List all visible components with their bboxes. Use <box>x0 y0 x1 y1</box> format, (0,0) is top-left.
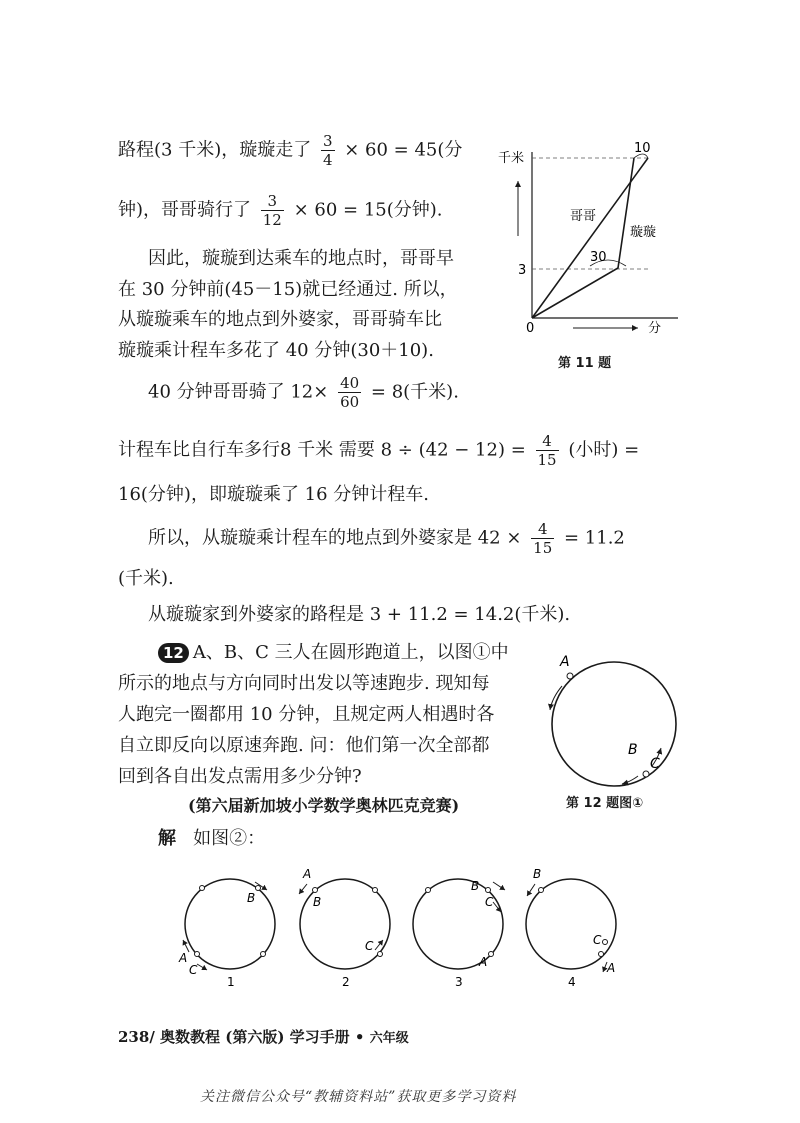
label-10: 10 <box>634 141 651 156</box>
fraction-4-15-b <box>531 520 554 557</box>
point-a <box>567 673 573 679</box>
problem-line-2: 所示的地点与方向同时出发以等速跑步. 现知每 <box>118 673 490 694</box>
c2-label-c: C <box>365 939 374 953</box>
figure-11-graph <box>498 136 688 336</box>
label-xuanxuan: 璇璇 <box>630 225 657 240</box>
frac-den: 12 <box>262 211 282 229</box>
x-unit: 分 <box>648 321 662 336</box>
line10-b: = 11.2 <box>564 527 625 549</box>
solution-line <box>158 826 265 852</box>
c4-label-a: A <box>607 961 616 975</box>
grade-label: 六年级 <box>369 1031 409 1046</box>
c3-label-c: C <box>485 895 494 909</box>
frac-den: 60 <box>340 393 360 411</box>
c4-index: 4 <box>568 975 576 989</box>
c2-label-b: B <box>313 895 322 909</box>
problem-line-5: 回到各自出发点需用多少分钟? <box>118 766 362 787</box>
c3-label-b: B <box>471 879 480 893</box>
text-line-10 <box>148 520 625 557</box>
figure-12-caption: 第 12 题图① <box>566 796 644 811</box>
frac-num: 40 <box>340 374 360 392</box>
line10-a: 所以，从璇璇乘计程车的地点到外婆家是 42 × <box>148 527 522 549</box>
sequence-circle-1 <box>178 879 275 989</box>
line2-a: 钟)，哥哥骑行了 <box>118 199 252 221</box>
frac-num: 4 <box>542 432 552 450</box>
label-gege: 哥哥 <box>570 209 597 224</box>
c1-index: 1 <box>227 975 235 989</box>
text-line-3: 因此，璇璇到达乘车的地点时，哥哥早 <box>148 248 454 269</box>
line7-b: = 8(千米). <box>370 381 459 403</box>
label-b: B <box>628 742 638 758</box>
c2-label-a: A <box>303 867 312 881</box>
problem-source: (第六届新加坡小学数学奥林匹克竞赛) <box>188 796 460 815</box>
c1-label-c: C <box>189 963 198 977</box>
line1-b: × 60 = 45(分 <box>344 139 463 161</box>
text-line-12: 从璇璇家到外婆家的路程是 3 + 11.2 = 14.2(千米). <box>148 604 571 625</box>
text-line-9: 16(分钟)，即璇璇乘了 16 分钟计程车. <box>118 484 430 505</box>
frac-den: 15 <box>537 451 557 469</box>
point-bc <box>643 771 649 777</box>
line7-a: 40 分钟哥哥骑了 12× <box>148 381 329 403</box>
text-line-2 <box>118 192 443 229</box>
arrow-a <box>550 686 562 710</box>
problem-text: A、B、C 三人在圆形跑道上，以图①中 <box>192 642 509 663</box>
watermark-text: 关注微信公众号“教辅资料站”获取更多学习资料 <box>200 1089 517 1105</box>
fraction-3-12 <box>261 192 284 229</box>
text-line-6: 璇璇乘计程车多花了 40 分钟(30＋10). <box>118 340 434 361</box>
frac-num: 4 <box>537 520 548 538</box>
label-a: A <box>560 654 570 670</box>
text-line-1 <box>118 132 462 169</box>
line8-b: (小时) = <box>568 439 640 461</box>
frac-den: 15 <box>533 539 553 557</box>
label-30: 30 <box>590 250 607 265</box>
page-footer <box>118 1026 409 1047</box>
text-line-4: 在 30 分钟前(45－15)就已经通过. 所以， <box>118 279 458 300</box>
c3-index: 3 <box>455 975 463 989</box>
c2-index: 2 <box>342 975 350 989</box>
figure-11-caption: 第 11 题 <box>558 356 612 371</box>
problem-line-1 <box>158 640 509 666</box>
fraction-40-60 <box>338 374 361 411</box>
c4-label-c: C <box>593 933 602 947</box>
line-xuanxuan <box>532 158 634 318</box>
c1-label-b: B <box>247 891 256 905</box>
sequence-circle-2 <box>299 867 390 989</box>
text-line-8 <box>118 432 639 469</box>
figure-12-circle <box>540 648 690 788</box>
frac-num: 3 <box>267 192 278 210</box>
line1-a: 路程(3 千米)，璇璇走了 <box>118 139 312 161</box>
c3-label-a: A <box>479 955 488 969</box>
figure-12-sequence <box>175 862 655 992</box>
frac-num: 3 <box>322 132 333 150</box>
solution-text: 如图②： <box>193 828 266 849</box>
page-number: 238 <box>118 1028 150 1046</box>
text-line-7 <box>148 374 459 411</box>
text-line-11: (千米). <box>118 568 174 589</box>
fraction-4-15 <box>536 432 559 469</box>
problem-line-4: 自立即反向以原速奔跑. 问：他们第一次全部都 <box>118 735 490 756</box>
c1-label-a: A <box>179 951 188 965</box>
fraction-3-4 <box>321 132 335 169</box>
label-c: C <box>650 756 660 772</box>
problem-number-badge: 12 <box>158 643 189 663</box>
c4-label-b: B <box>533 867 542 881</box>
line8-a: 计程车比自行车多行8 千米 需要 8 ÷ (42 − 12) = <box>118 439 526 461</box>
problem-line-3: 人跑完一圈都用 10 分钟，且规定两人相遇时各 <box>118 704 495 725</box>
sequence-circle-3 <box>413 879 505 989</box>
line2-b: × 60 = 15(分钟). <box>293 199 443 221</box>
y-unit: 千米 <box>498 151 525 166</box>
text-line-5: 从璇璇乘车的地点到外婆家，哥哥骑车比 <box>118 309 442 330</box>
sequence-circle-4 <box>526 867 616 989</box>
book-title: / 奥数教程 (第六版) 学习手册 • <box>149 1028 365 1046</box>
frac-den: 4 <box>322 151 333 169</box>
solution-label: 解 <box>158 828 176 849</box>
origin: 0 <box>526 321 535 336</box>
y-tick-3: 3 <box>518 263 527 278</box>
